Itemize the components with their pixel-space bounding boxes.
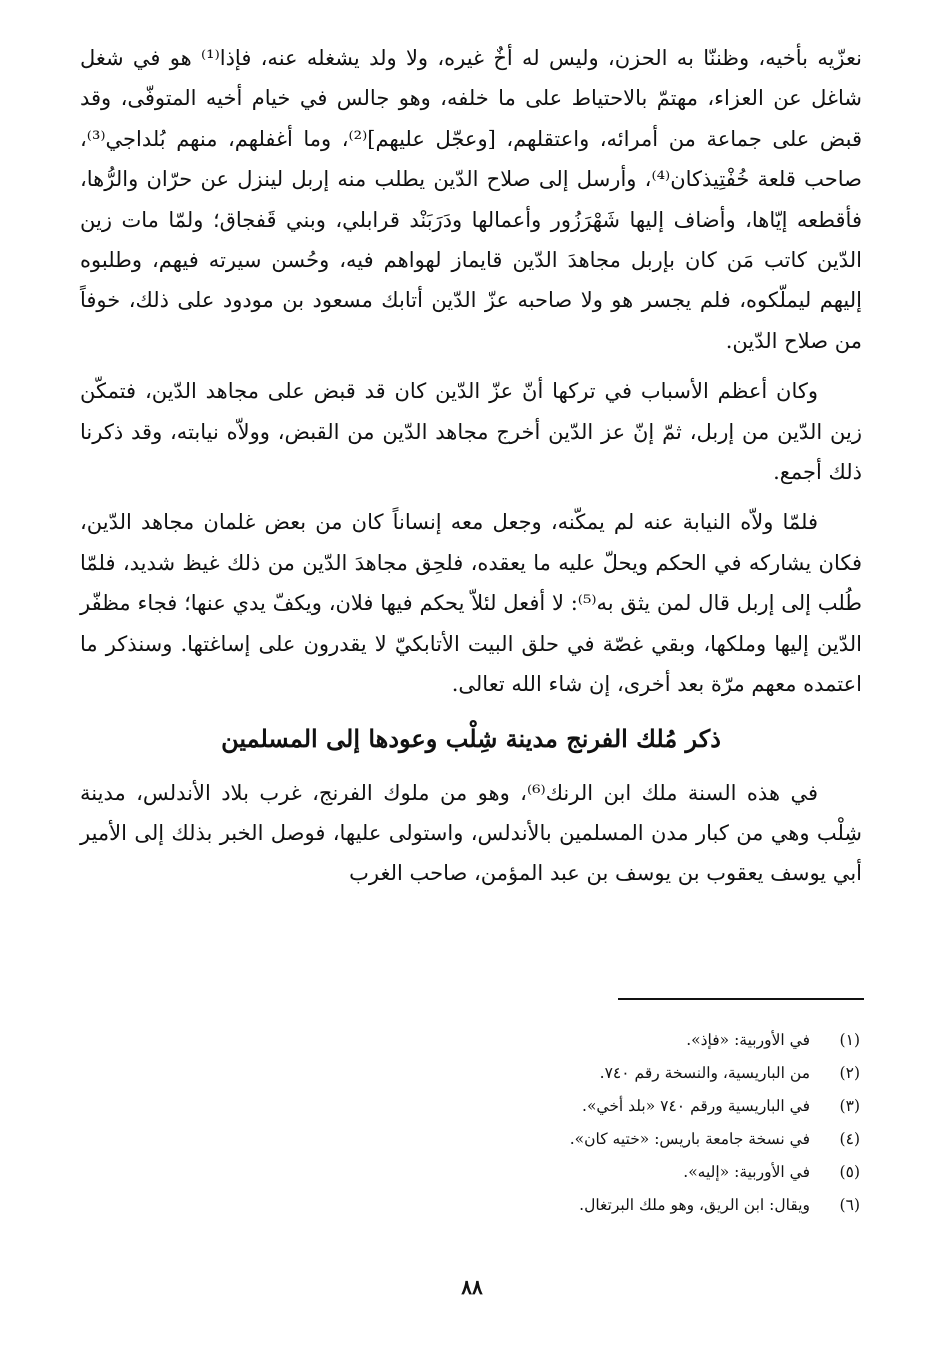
footnote-item — [82, 1123, 864, 1156]
footnotes-list — [82, 1024, 864, 1222]
footnote-item — [82, 1090, 864, 1123]
footnote-text: في الباريسية ورقم ٧٤٠ «بلد أخي». — [582, 1097, 810, 1115]
footnote-number: (٥) — [839, 1163, 860, 1181]
footnote-text: من الباريسية، والنسخة رقم ٧٤٠. — [599, 1064, 810, 1082]
footnote-number: (٤) — [839, 1130, 860, 1148]
footnote-number: (٣) — [839, 1097, 860, 1115]
footnote-item — [82, 1156, 864, 1189]
footnote-text: ويقال: ابن الريق، وهو ملك البرتغال. — [579, 1196, 810, 1214]
footnote-item — [82, 1057, 864, 1090]
section-heading: ذكر مُلك الفرنج مدينة شِلْب وعودها إلى المسلمين — [221, 723, 721, 753]
page-body — [80, 38, 862, 894]
footnotes-divider — [618, 998, 864, 1000]
footnote-text: في الأوربية: «فإذ». — [686, 1031, 810, 1049]
page-number: ٨٨ — [461, 1275, 483, 1299]
footnote-item — [82, 1189, 864, 1222]
footnote-number: (٢) — [839, 1064, 860, 1082]
body-paragraph-3: فلمّا ولاّه النيابة عنه لم يمكّنه، وجعل معه إنساناً كان من بعض غلمان مجاهد الدّين، فكان يشاركه في الحكم ويحلّ عليه ما يعقده، فلحِق مجاهدَ الدّين من ذلك غيظ شديد، فلمّا طُلب إلى إربل قال لمن يثق به⁽⁵⁾: لا أفعل لئلاّ يحكم فيها فلان، ويكفّ يدي عنها؛ فجاء مظفّر الدّين إليها وملكها، وبقي غصّة في حلق البيت الأتابكيّ لا يقدرون على إساغتها. وسنذكر ما اعتمده معهم مرّة بعد أخرى، إن شاء الله تعالى. — [80, 510, 862, 697]
body-paragraph-2: وكان أعظم الأسباب في تركها أنّ عزّ الدّين كان قد قبض على مجاهد الدّين، فتمكّن زين الدّين من إربل، ثمّ إنّ عز الدّين أخرج مجاهد الدّين من القبض، وولاّه نيابته، وقد ذكرنا ذلك أجمع. — [80, 379, 862, 485]
footnote-number: (٦) — [839, 1196, 860, 1214]
body-paragraph-1: نعزّيه بأخيه، وظننّا به الحزن، وليس له أخٌ غيره، ولا ولد يشغله عنه، فإذا⁽¹⁾ هو في شغل شاغل عن العزاء، مهتمّ بالاحتياط على ما خلفه، وهو جالس في خيام أخيه المتوفّى، وقد قبض على جماعة من أمرائه، واعتقلهم، [وعجّل عليهم]⁽²⁾، وما أغفلهم، منهم بُلداجي⁽³⁾، صاحب قلعة خُفْتِيذكان⁽⁴⁾، وأرسل إلى صلاح الدّين يطلب منه إربل لينزل عن حرّان والرُّها، فأقطعه إيّاها، وأضاف إليها شَهْرَزُور وأعمالها ودَرَبَنْد قرابلي، وبني قَفجاق؛ ولمّا مات زين الدّين كاتب مَن كان بإربل مجاهدَ الدّين قايماز لهواهم فيه، وحُسن سيرته فيهم، وطلبوه إليهم ليملّكوه، فلم يجسر هو ولا صاحبه عزّ الدّين أتابك مسعود بن مودود على ذلك، خوفاً من صلاح الدّين. — [80, 46, 862, 353]
footnote-item — [82, 1024, 864, 1057]
footnote-number: (١) — [839, 1031, 860, 1049]
footnote-text: في الأوربية: «إليه». — [683, 1163, 810, 1181]
body-paragraph-4: في هذه السنة ملك ابن الرنك⁽⁶⁾، وهو من ملوك الفرنج، غرب بلاد الأندلس، مدينة شِلْب وهي من كبار مدن المسلمين بالأندلس، واستولى عليها، فوصل الخبر بذلك إلى الأمير أبي يوسف يعقوب بن يوسف بن عبد المؤمن، صاحب الغرب — [80, 780, 862, 886]
footnote-text: في نسخة جامعة باريس: «ختيه كان». — [569, 1130, 810, 1148]
